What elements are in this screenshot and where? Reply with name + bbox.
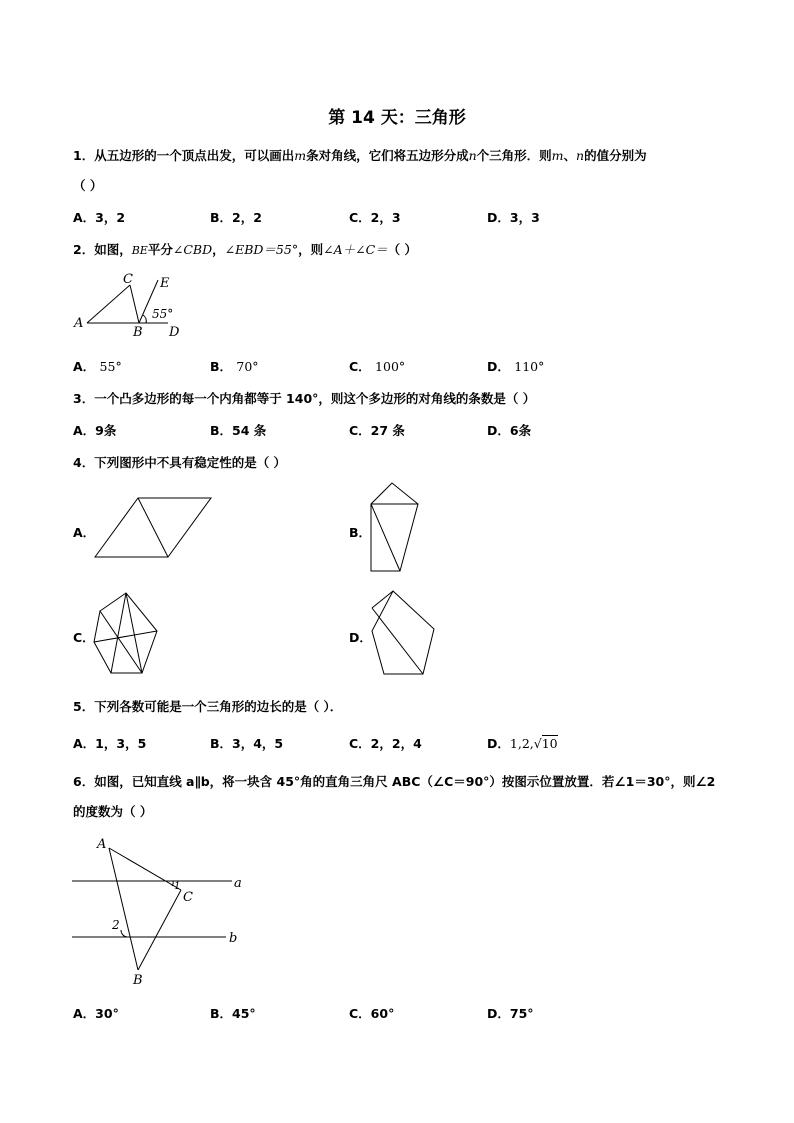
sqrt-sign: √ — [533, 736, 542, 751]
q6-figure — [70, 832, 250, 990]
question-6-line2: 的度数为（ ） — [73, 804, 153, 819]
q1-option-a[interactable]: A．3，2 — [73, 210, 126, 225]
q5-option-a[interactable]: A．1，3，5 — [73, 736, 147, 751]
q2-angle-arc — [143, 315, 146, 323]
q2-line-cb — [130, 285, 139, 323]
q6-side-cb — [138, 890, 181, 970]
q6-label-line-a: a — [234, 876, 242, 891]
q3-option-b[interactable]: B．54 条 — [210, 423, 267, 438]
q6-label-line-b: b — [229, 931, 238, 946]
q2-option-a[interactable]: A． 55° — [73, 359, 122, 374]
q6-option-a[interactable]: A．30° — [73, 1006, 119, 1021]
q2-option-b[interactable]: B． 70° — [210, 359, 259, 374]
question-2-text: 2．如图，BE平分∠CBD，∠EBD＝55°，则∠A＋∠C＝（ ） — [73, 242, 417, 257]
q6-angle1-label: 1 — [174, 881, 181, 892]
question-3-text: 3．一个凸多边形的每一个内角都等于 140°，则这个多边形的对角线的条数是（ ） — [73, 391, 536, 406]
q1-option-c[interactable]: C．2，3 — [349, 210, 401, 225]
q2-label-a: A — [74, 316, 84, 331]
q3-option-c[interactable]: C．27 条 — [349, 423, 405, 438]
q6-angle1-arc — [172, 881, 173, 886]
q6-side-ac — [109, 848, 181, 890]
q6-side-ab — [109, 848, 138, 970]
q4-figure-b-quadrilateral[interactable] — [366, 480, 426, 575]
q2-line-ac — [87, 285, 130, 323]
q6-label-b: B — [133, 973, 143, 988]
q3-option-d[interactable]: D．6条 — [487, 423, 532, 438]
q5-option-c[interactable]: C．2，2，4 — [349, 736, 422, 751]
q4-option-b[interactable]: B． — [349, 525, 372, 540]
q6-option-d[interactable]: D．75° — [487, 1006, 534, 1021]
q1-option-b[interactable]: B．2，2 — [210, 210, 262, 225]
q2-figure — [70, 268, 200, 340]
q2-label-e: E — [160, 276, 170, 291]
q1-option-d[interactable]: D．3，3 — [487, 210, 540, 225]
q4-option-d[interactable]: D． — [349, 630, 372, 645]
q3-option-a[interactable]: A．9条 — [73, 423, 117, 438]
q6-option-c[interactable]: C．60° — [349, 1006, 395, 1021]
question-1-paren: （ ） — [73, 178, 103, 193]
q4-figure-a-parallelogram[interactable] — [92, 495, 214, 560]
q2-angle-label: 55° — [152, 307, 174, 321]
q4-option-c[interactable]: C． — [73, 630, 95, 645]
q4-option-a[interactable]: A． — [73, 525, 96, 540]
q4-figure-c-hexagon[interactable] — [90, 590, 165, 678]
q1-number: 1． — [73, 148, 95, 163]
q6-angle2-arc — [121, 930, 127, 937]
q2-option-c[interactable]: C． 100° — [349, 359, 406, 374]
q6-option-b[interactable]: B．45° — [210, 1006, 256, 1021]
q6-angle2-label: 2 — [112, 918, 120, 932]
question-5-text: 5．下列各数可能是一个三角形的边长的是（ ）． — [73, 699, 343, 714]
question-4-text: 4．下列图形中不具有稳定性的是（ ） — [73, 455, 287, 470]
q2-label-b: B — [133, 325, 143, 340]
question-1-text: 1．从五边形的一个顶点出发，可以画出m条对角线，它们将五边形分成n个三角形．则m、n的值分别为 — [73, 148, 647, 163]
q2-label-d: D — [169, 325, 180, 340]
question-6-line1: 6．如图，已知直线 a∥b，将一块含 45°角的直角三角尺 ABC（∠C＝90°）按图示位置放置．若∠1＝30°，则∠2 — [73, 774, 716, 789]
q5-option-b[interactable]: B．3，4，5 — [210, 736, 284, 751]
q6-label-a: A — [97, 837, 107, 852]
q6-label-c: C — [183, 890, 193, 905]
q4-figure-d-pentagon[interactable] — [368, 588, 438, 678]
q2-label-c: C — [123, 272, 133, 287]
q2-option-d[interactable]: D． 110° — [487, 359, 545, 374]
page-title: 第 14 天：三角形 — [328, 108, 466, 128]
q5-option-d[interactable]: D．1,2,√10 — [487, 736, 558, 751]
